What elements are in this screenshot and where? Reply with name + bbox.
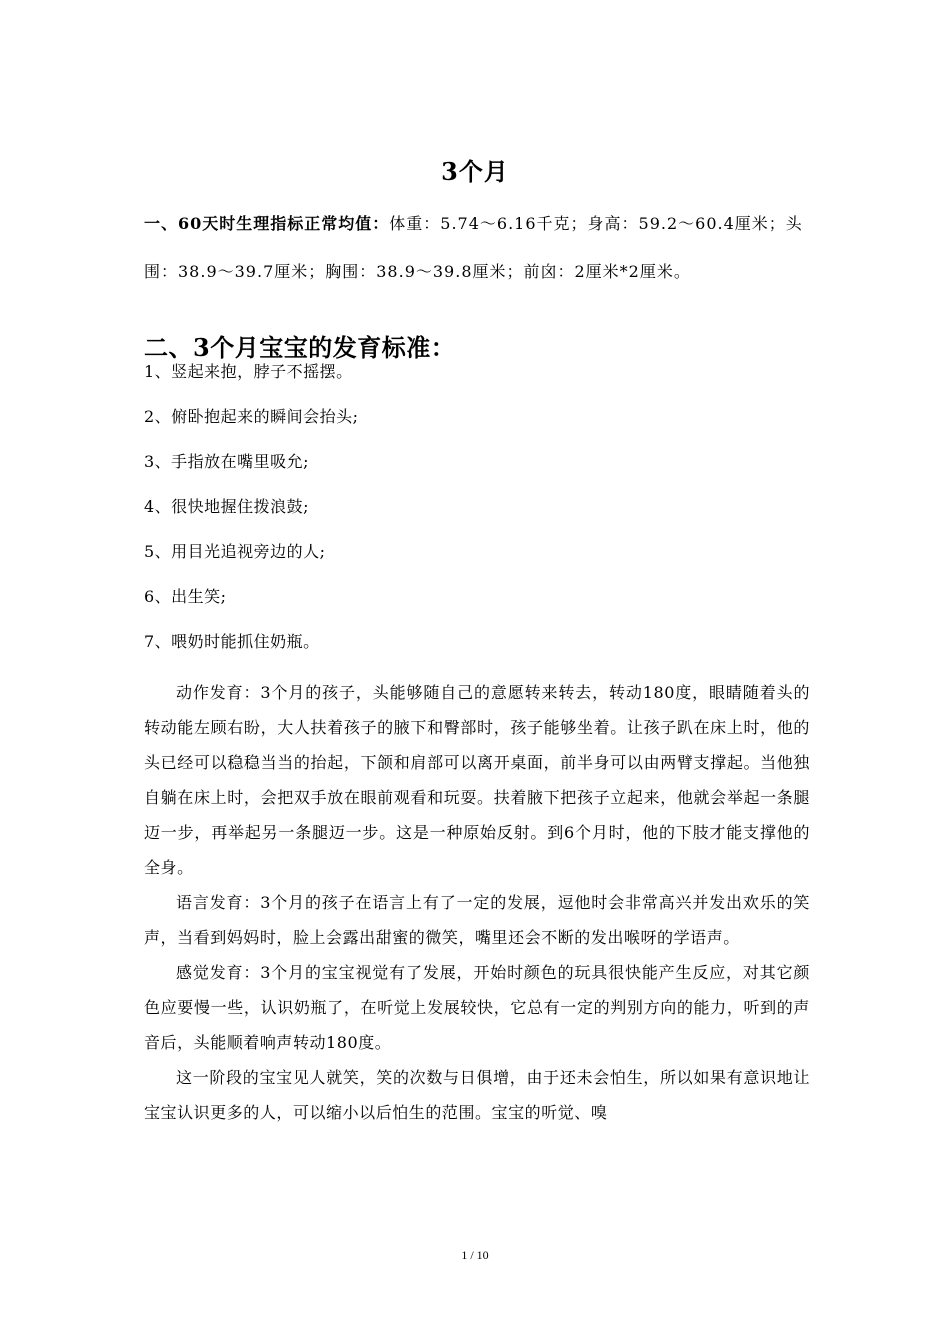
paragraph-motor-development: 动作发育：3个月的孩子，头能够随自己的意愿转来转去，转动180度，眼睛随着头的转动能左顾右盼，大人扶着孩子的腋下和臀部时，孩子能够坐着。让孩子趴在床上时，他的头已经可以稳稳当当的抬起，下颌和肩部可以离开桌面，前半身可以由两臂支撑起。当他独自躺在床上时，会把双手放在眼前观看和玩耍。扶着腋下把孩子立起来，他就会举起一条腿迈一步，再举起另一条腿迈一步。这是一种原始反射。到6个月时，他的下肢才能支撑他的全身。 <box>144 683 810 877</box>
document-body <box>144 200 810 1130</box>
section-2-heading: 二、3个月宝宝的发育标准： <box>144 333 456 362</box>
list-item: 5、用目光追视旁边的人; <box>144 542 326 561</box>
section-1-physiological-indicators <box>144 200 810 296</box>
list-item: 1、竖起来抱，脖子不摇摆。 <box>144 362 353 381</box>
section-1-text: 体重：5.74～6.16千克；身高：59.2～60.4厘米；头围：38.9～39.7厘米；胸围：38.9～39.8厘米；前囟：2厘米*2厘米。 <box>144 214 803 281</box>
list-item: 2、俯卧抱起来的瞬间会抬头; <box>144 407 359 426</box>
page-title: 3个月 <box>441 157 509 187</box>
list-item: 4、很快地握住拨浪鼓; <box>144 497 310 516</box>
paragraph-social-development: 这一阶段的宝宝见人就笑，笑的次数与日俱增，由于还未会怕生，所以如果有意识地让宝宝认识更多的人，可以缩小以后怕生的范围。宝宝的听觉、嗅 <box>144 1068 810 1122</box>
list-item: 7、喂奶时能抓住奶瓶。 <box>144 632 320 651</box>
section-1-heading: 一、60天时生理指标正常均值： <box>144 214 390 233</box>
page-number: 1 / 10 <box>461 1248 489 1262</box>
development-standards-list <box>144 360 810 675</box>
list-item: 6、出生笑; <box>144 587 227 606</box>
paragraph-language-development: 语言发育：3个月的孩子在语言上有了一定的发展，逗他时会非常高兴并发出欢乐的笑声，当看到妈妈时，脸上会露出甜蜜的微笑，嘴里还会不断的发出喉呀的学语声。 <box>144 893 810 947</box>
paragraph-sensory-development: 感觉发育：3个月的宝宝视觉有了发展，开始时颜色的玩具很快能产生反应，对其它颜色应要慢一些，认识奶瓶了，在听觉上发展较快，它总有一定的判别方向的能力，听到的声音后，头能顺着响声转动180度。 <box>144 963 810 1052</box>
list-item: 3、手指放在嘴里吸允; <box>144 452 310 471</box>
